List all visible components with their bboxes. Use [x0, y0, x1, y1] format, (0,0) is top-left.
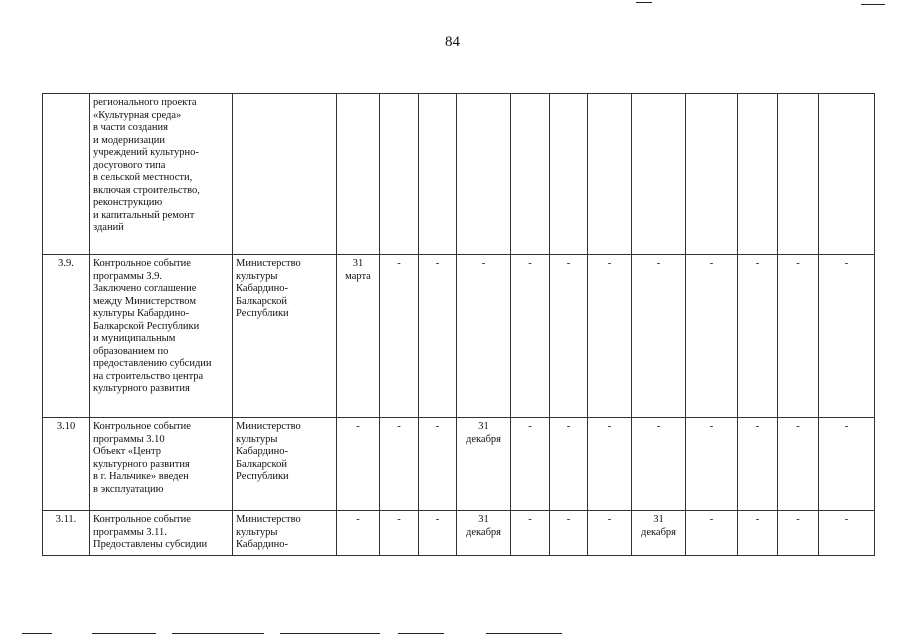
table-row [43, 511, 875, 556]
table-row [43, 255, 875, 418]
schedule-cell: - [778, 511, 819, 556]
schedule-cell: - [511, 255, 550, 418]
schedule-cell: - [686, 511, 738, 556]
bottom-edge-rule [172, 633, 264, 634]
schedule-cell: - [778, 418, 819, 511]
schedule-cell: - [380, 511, 419, 556]
schedule-cell: - [550, 418, 588, 511]
schedule-cell: - [380, 255, 419, 418]
top-edge-rule [636, 2, 652, 3]
schedule-cell: - [337, 418, 380, 511]
responsible-executor: Министерство культуры Кабардино- [233, 511, 337, 556]
schedule-cell: - [337, 511, 380, 556]
page-number: 84 [445, 34, 460, 50]
schedule-cell: - [588, 418, 632, 511]
row-number [43, 94, 90, 255]
table-row [43, 94, 875, 255]
bottom-edge-rule [398, 633, 444, 634]
schedule-cell: - [419, 511, 457, 556]
schedule-cell: - [778, 255, 819, 418]
schedule-cell: - [738, 255, 778, 418]
schedule-cell: - [550, 255, 588, 418]
responsible-executor [233, 94, 337, 255]
event-description: Контрольное событие программы 3.10 Объект «Центр культурного развития в г. Нальчике» введен в эксплуатацию [90, 418, 233, 511]
bottom-edge-rule [280, 633, 380, 634]
top-edge-rule [861, 4, 885, 5]
table-body [43, 94, 875, 556]
schedule-cell: - [632, 418, 686, 511]
schedule-cell [778, 94, 819, 255]
schedule-cell: 31 марта [337, 255, 380, 418]
schedule-cell [819, 94, 875, 255]
schedule-cell [632, 94, 686, 255]
schedule-cell [380, 94, 419, 255]
schedule-cell [457, 94, 511, 255]
table-row [43, 418, 875, 511]
schedule-cell [686, 94, 738, 255]
schedule-cell [550, 94, 588, 255]
row-number: 3.10 [43, 418, 90, 511]
schedule-cell: - [819, 511, 875, 556]
schedule-cell [511, 94, 550, 255]
schedule-cell: 31 декабря [632, 511, 686, 556]
schedule-cell: - [588, 511, 632, 556]
schedule-cell: - [738, 511, 778, 556]
schedule-cell: - [380, 418, 419, 511]
responsible-executor: Министерство культуры Кабардино- Балкарской Республики [233, 255, 337, 418]
row-number: 3.9. [43, 255, 90, 418]
schedule-cell: 31 декабря [457, 511, 511, 556]
schedule-cell [588, 94, 632, 255]
schedule-cell: - [632, 255, 686, 418]
bottom-edge-rule [486, 633, 562, 634]
schedule-cell: - [457, 255, 511, 418]
schedule-cell: - [686, 255, 738, 418]
schedule-cell: - [738, 418, 778, 511]
schedule-cell: - [550, 511, 588, 556]
schedule-cell: - [511, 418, 550, 511]
event-description: регионального проекта «Культурная среда» в части создания и модернизации учреждений культурно- досугового типа в сельской местности, включая строительство, реконструкцию и капитальный ремонт зданий [90, 94, 233, 255]
schedule-cell: - [419, 418, 457, 511]
schedule-cell [738, 94, 778, 255]
schedule-cell: - [819, 255, 875, 418]
bottom-edge-rule [92, 633, 156, 634]
event-description: Контрольное событие программы 3.9. Заключено соглашение между Министерством культуры Кабардино- Балкарской Республики и муниципальным образованием по предоставлению субсидии на строительство центра культурного развития [90, 255, 233, 418]
schedule-cell: 31 декабря [457, 418, 511, 511]
bottom-edge-rule [22, 633, 52, 634]
schedule-cell: - [686, 418, 738, 511]
schedule-cell: - [511, 511, 550, 556]
event-description: Контрольное событие программы 3.11. Предоставлены субсидии [90, 511, 233, 556]
schedule-cell [337, 94, 380, 255]
schedule-cell: - [819, 418, 875, 511]
row-number: 3.11. [43, 511, 90, 556]
schedule-cell [419, 94, 457, 255]
responsible-executor: Министерство культуры Кабардино- Балкарской Республики [233, 418, 337, 511]
schedule-cell: - [419, 255, 457, 418]
schedule-table [42, 93, 875, 556]
schedule-cell: - [588, 255, 632, 418]
